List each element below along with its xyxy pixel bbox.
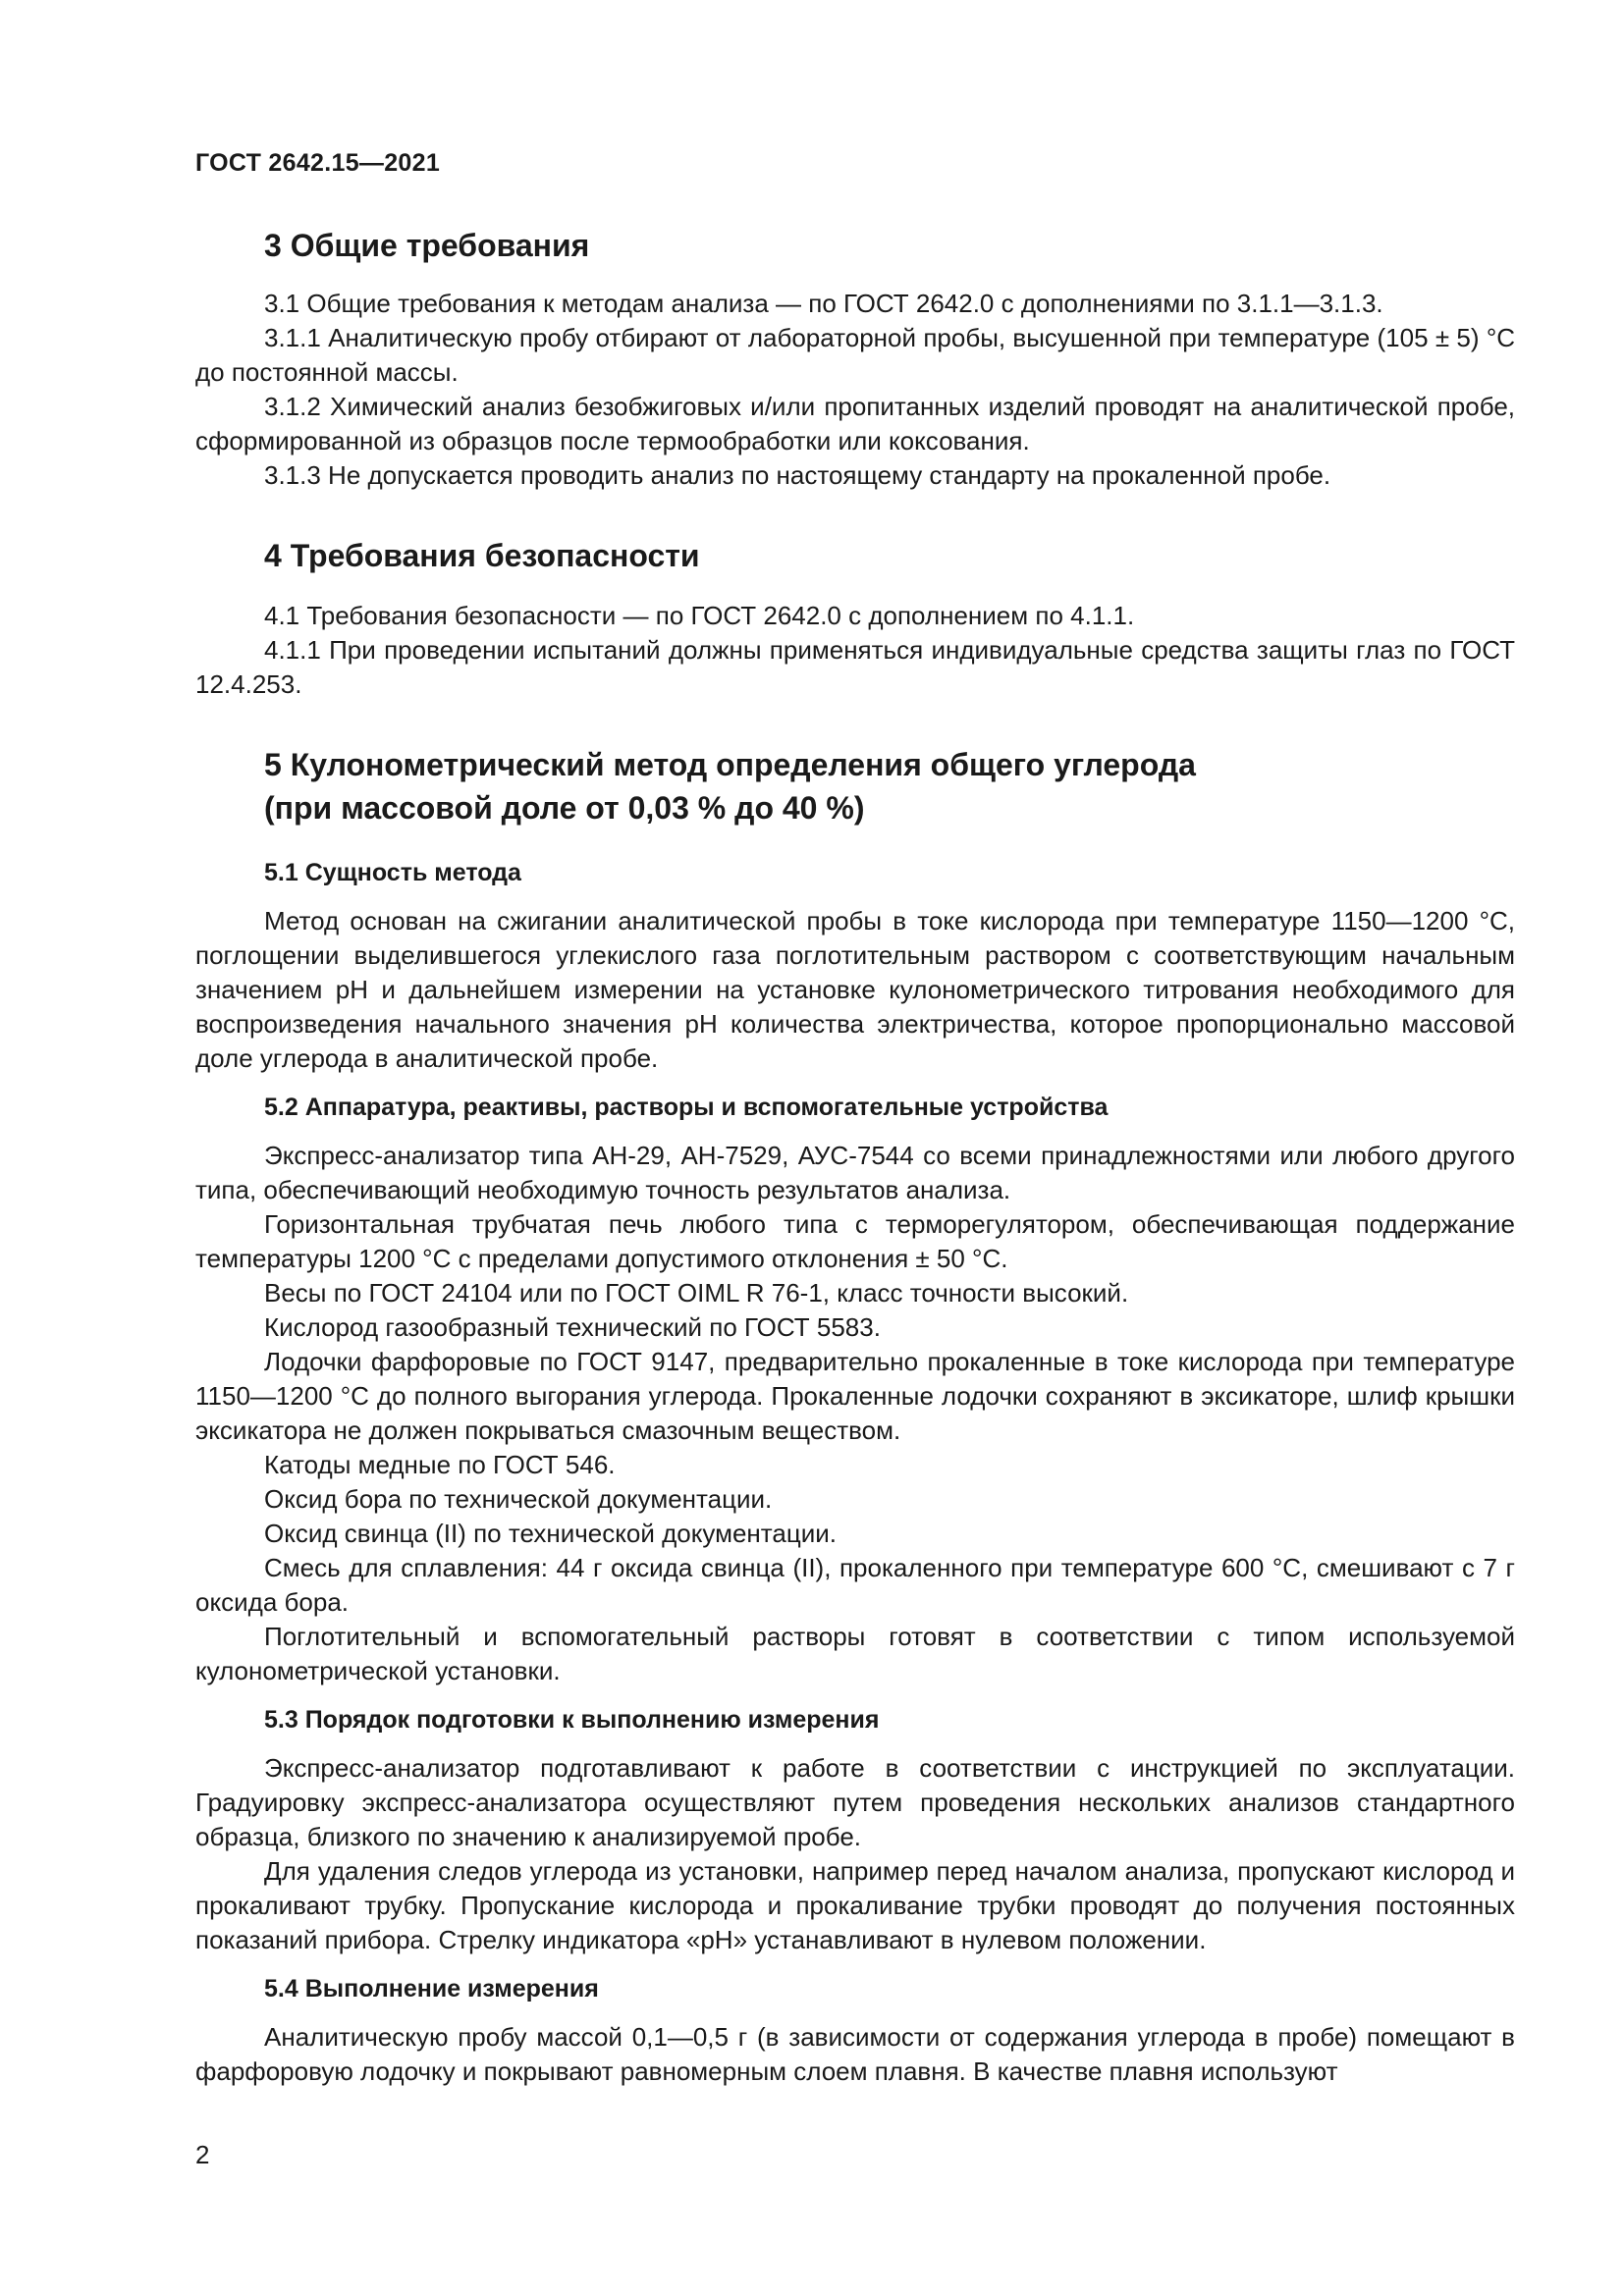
section-5-heading-line2: (при массовой доле от 0,03 % до 40 %) [264,790,865,826]
paragraph: Смесь для сплавления: 44 г оксида свинца (II), прокаленного при температуре 600 °С, смешивают с 7 г оксида бора. [195,1553,1515,1617]
subsection-5-1-heading: 5.1 Сущность метода [264,859,521,886]
paragraph: 3.1 Общие требования к методам анализа — по ГОСТ 2642.0 с дополнениями по 3.1.1—3.1.3. [264,289,1383,318]
section-4-heading: 4 Требования безопасности [264,538,700,573]
paragraph: Катоды медные по ГОСТ 546. [264,1450,616,1479]
paragraph: Метод основан на сжигании аналитической пробы в токе кислорода при температуре 1150—1200 °С, поглощении выделившегося углекислого газа поглотительным раствором с соответствующим начальным значением рН и дальнейшем измерении на установке кулонометрического титрования необходимого для воспроизведения начального значения рН количества электричества, которое пропорционально массовой доле углерода в аналитической пробе. [195,906,1515,1073]
paragraph: Лодочки фарфоровые по ГОСТ 9147, предварительно прокаленные в токе кислорода при температуре 1150—1200 °С до полного выгорания углерода. Прокаленные лодочки сохраняют в эксикаторе, шлиф крышки эксикатора не должен покрываться смазочным веществом. [195,1347,1515,1445]
paragraph: Аналитическую пробу массой 0,1—0,5 г (в зависимости от содержания углерода в пробе) помещают в фарфоровую лодочку и покрывают равномерным слоем плавня. В качестве плавня используют [195,2022,1515,2086]
document-code: ГОСТ 2642.15—2021 [195,149,441,177]
paragraph: Экспресс-анализатор подготавливают к работе в соответствии с инструкцией по эксплуатации. Градуировку экспресс-анализатора осуществляют путем проведения нескольких анализов стандартного образца, близкого по значению к анализируемой пробе. [195,1753,1515,1851]
section-5-heading [195,743,1515,829]
subsection-5-3-heading: 5.3 Порядок подготовки к выполнению измерения [264,1706,880,1734]
paragraph: 3.1.3 Не допускается проводить анализ по настоящему стандарту на прокаленной пробе. [264,460,1331,490]
section-3-heading: 3 Общие требования [264,228,590,263]
paragraph: Поглотительный и вспомогательный растворы готовят в соответствии с типом используемой кулонометрической установки. [195,1622,1515,1685]
paragraph: Кислород газообразный технический по ГОСТ 5583. [264,1312,881,1342]
paragraph: Для удаления следов углерода из установки, например перед началом анализа, пропускают кислород и прокаливают трубку. Пропускание кислорода и прокаливание трубки проводят до получения постоянных показаний прибора. Стрелку индикатора «рН» устанавливают в нулевом положении. [195,1856,1515,1954]
subsection-5-4-heading: 5.4 Выполнение измерения [264,1975,599,2002]
paragraph: Оксид бора по технической документации. [264,1484,773,1514]
paragraph: 3.1.2 Химический анализ безобжиговых и/или пропитанных изделий проводят на аналитической пробе, сформированной из образцов после термообработки или коксования. [195,392,1515,455]
document-body [195,224,1515,2089]
paragraph: Экспресс-анализатор типа АН-29, АН-7529, АУС-7544 со всеми принадлежностями или любого другого типа, обеспечивающий необходимую точность результатов анализа. [195,1141,1515,1204]
paragraph: Весы по ГОСТ 24104 или по ГОСТ OIML R 76-1, класс точности высокий. [264,1278,1129,1308]
paragraph: 4.1 Требования безопасности — по ГОСТ 2642.0 с дополнением по 4.1.1. [264,601,1135,630]
paragraph: 3.1.1 Аналитическую пробу отбирают от лабораторной пробы, высушенной при температуре (105 ± 5) °С до постоянной массы. [195,323,1515,387]
section-5-heading-line1: 5 Кулонометрический метод определения общего углерода [264,747,1196,782]
paragraph: Горизонтальная трубчатая печь любого типа с терморегулятором, обеспечивающая поддержание температуры 1200 °С с пределами допустимого отклонения ± 50 °С. [195,1209,1515,1273]
page-number: 2 [195,2140,210,2169]
paragraph: 4.1.1 При проведении испытаний должны применяться индивидуальные средства защиты глаз по ГОСТ 12.4.253. [195,635,1515,699]
subsection-5-2-heading: 5.2 Аппаратура, реактивы, растворы и вспомогательные устройства [264,1094,1109,1121]
paragraph: Оксид свинца (II) по технической документации. [264,1519,838,1548]
